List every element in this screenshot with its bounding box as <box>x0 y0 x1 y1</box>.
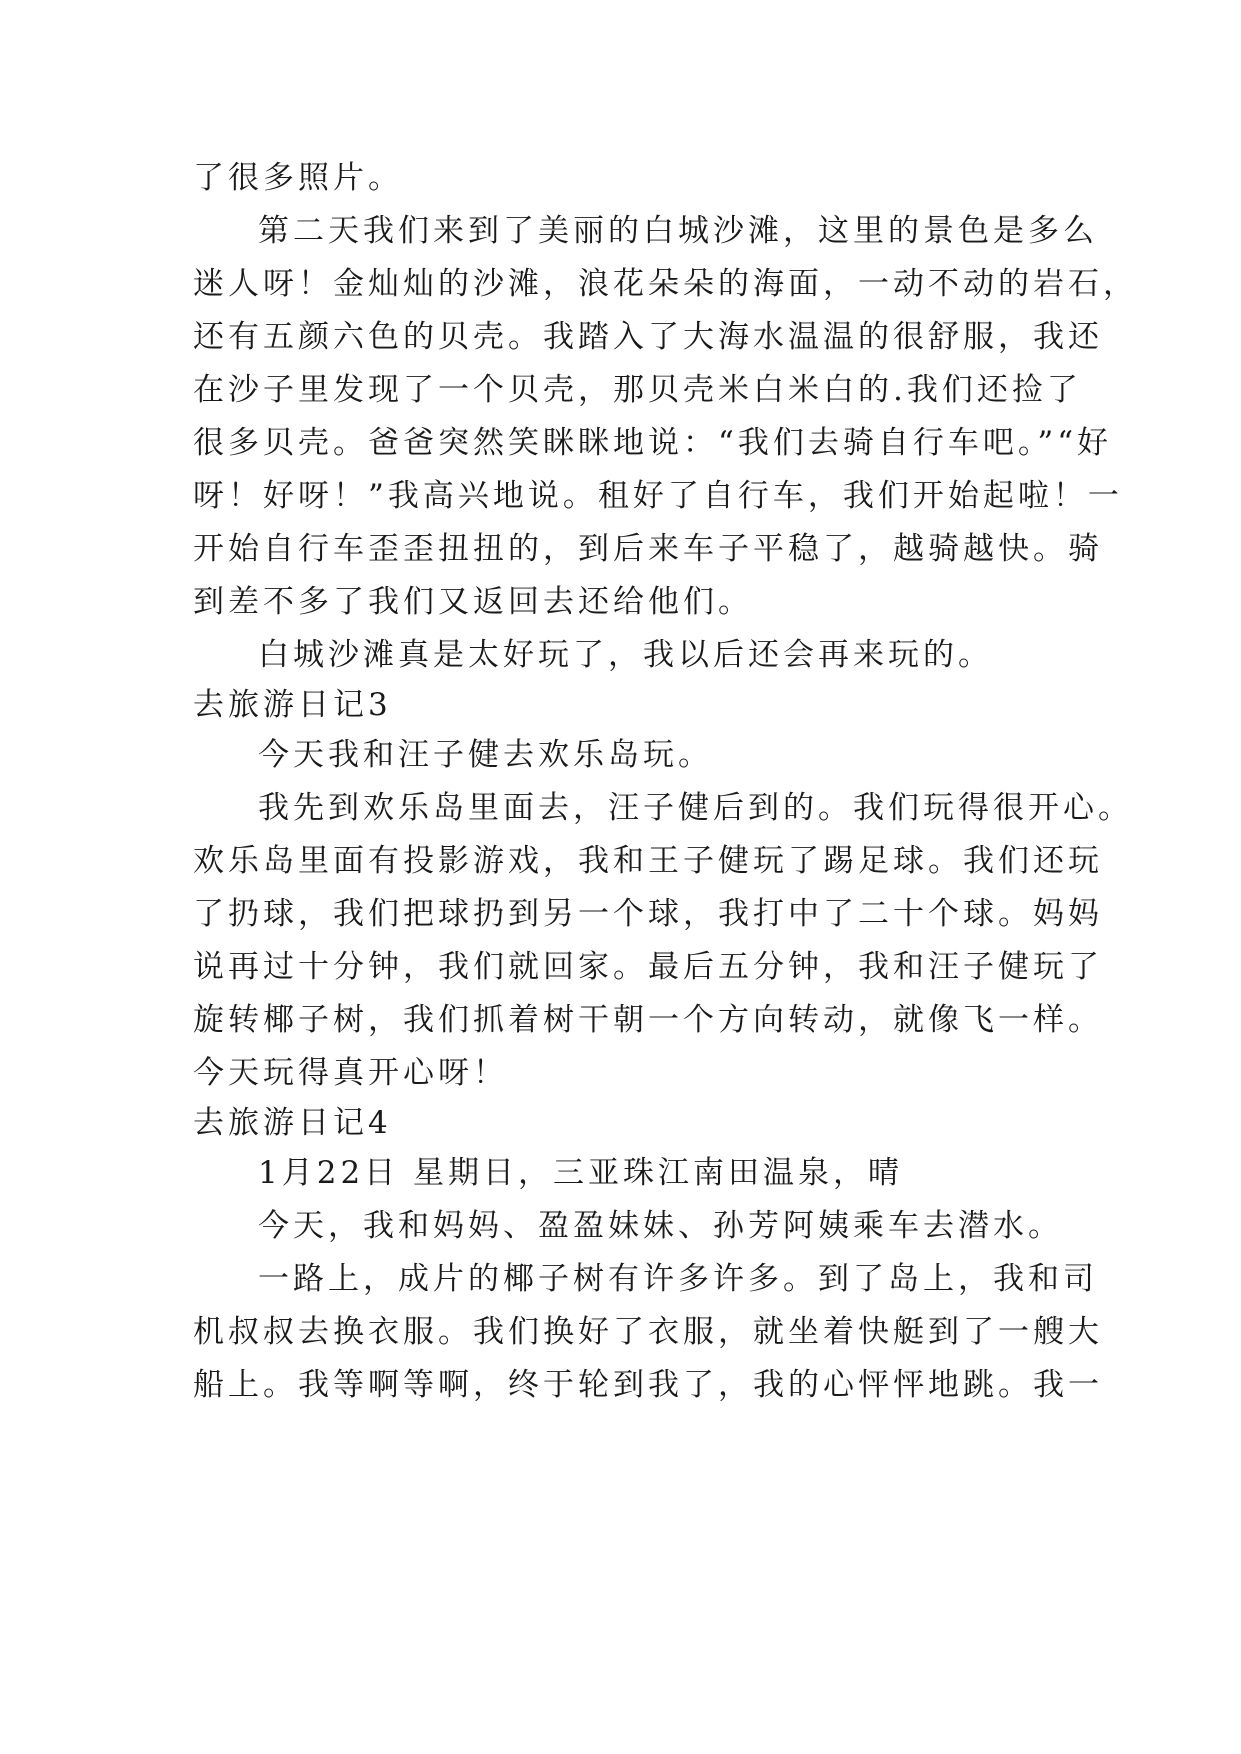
paragraph-line: 还有五颜六色的贝壳。我踏入了大海水温温的很舒服，我还 <box>193 319 1103 355</box>
paragraph-line: 开始自行车歪歪扭扭的，到后来车子平稳了，越骑越快。骑 <box>193 531 1103 567</box>
date-line: 1月22日 星期日，三亚珠江南田温泉，晴 <box>258 1155 904 1191</box>
section-heading: 去旅游日记4 <box>193 1105 392 1141</box>
paragraph-line: 今天，我和妈妈、盈盈妹妹、孙芳阿姨乘车去潜水。 <box>258 1208 1063 1244</box>
paragraph-line: 了扔球，我们把球扔到另一个球，我打中了二十个球。妈妈 <box>193 896 1103 932</box>
paragraph-line: 很多贝壳。爸爸突然笑眯眯地说：“我们去骑自行车吧。”“好 <box>193 425 1113 461</box>
paragraph-line: 迷人呀！金灿灿的沙滩，浪花朵朵的海面，一动不动的岩石， <box>193 266 1138 302</box>
paragraph-line: 今天我和汪子健去欢乐岛玩。 <box>258 737 713 773</box>
paragraph-line: 到差不多了我们又返回去还给他们。 <box>193 584 753 620</box>
paragraph-line: 第二天我们来到了美丽的白城沙滩，这里的景色是多么 <box>258 213 1098 249</box>
paragraph-line: 了很多照片。 <box>193 160 403 196</box>
paragraph-line: 白城沙滩真是太好玩了，我以后还会再来玩的。 <box>258 637 993 673</box>
paragraph-line: 机叔叔去换衣服。我们换好了衣服，就坐着快艇到了一艘大 <box>193 1314 1103 1350</box>
paragraph-line: 呀！好呀！”我高兴地说。租好了自行车，我们开始起啦！一 <box>193 478 1123 514</box>
paragraph-line: 我先到欢乐岛里面去，汪子健后到的。我们玩得很开心。 <box>258 790 1133 826</box>
paragraph-line: 旋转椰子树，我们抓着树干朝一个方向转动，就像飞一样。 <box>193 1002 1103 1038</box>
paragraph-line: 欢乐岛里面有投影游戏，我和王子健玩了踢足球。我们还玩 <box>193 843 1103 879</box>
section-heading: 去旅游日记3 <box>193 687 392 723</box>
paragraph-line: 船上。我等啊等啊，终于轮到我了，我的心怦怦地跳。我一 <box>193 1367 1103 1403</box>
paragraph-line: 说再过十分钟，我们就回家。最后五分钟，我和汪子健玩了 <box>193 949 1103 985</box>
paragraph-line: 今天玩得真开心呀！ <box>193 1055 508 1091</box>
paragraph-line: 一路上，成片的椰子树有许多许多。到了岛上，我和司 <box>258 1261 1098 1297</box>
paragraph-line: 在沙子里发现了一个贝壳，那贝壳米白米白的.我们还捡了 <box>193 372 1082 408</box>
